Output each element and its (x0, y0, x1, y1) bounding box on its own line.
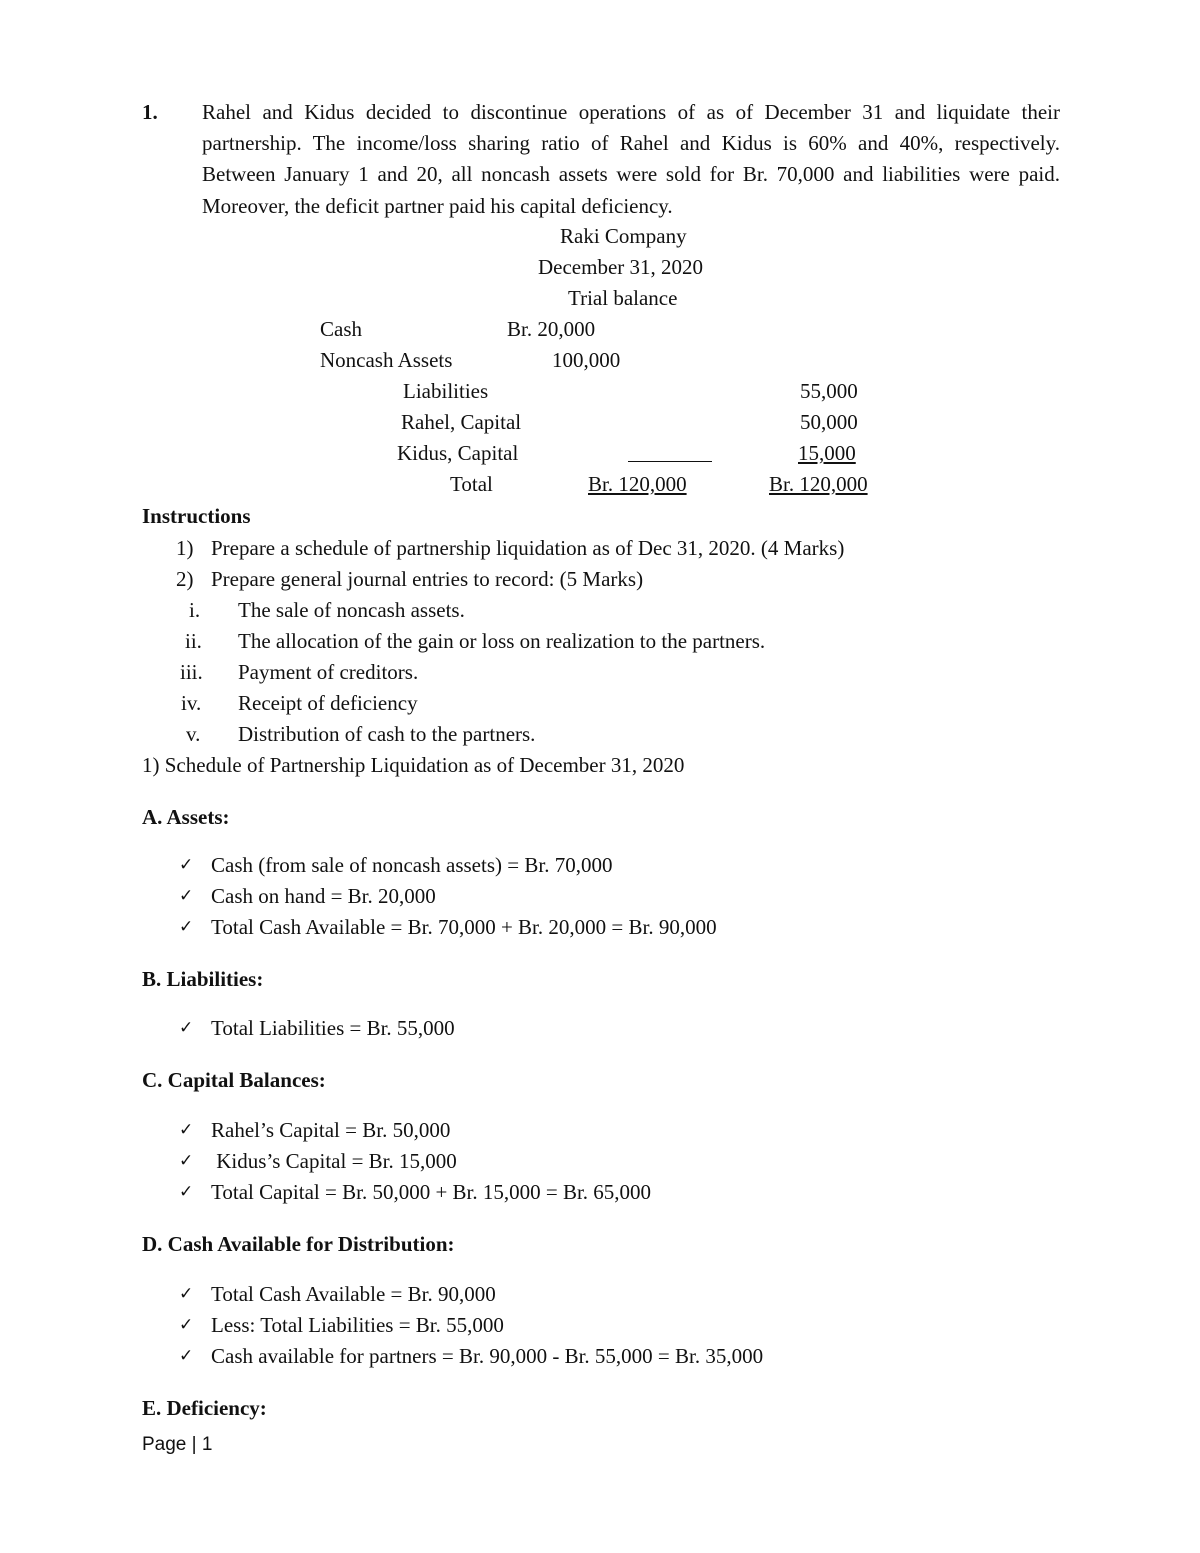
checkmark-icon: ✓ (179, 1284, 194, 1304)
instruction-number: 2) (176, 567, 194, 591)
list-item: Cash available for partners = Br. 90,000 - Br. 55,000 = Br. 35,000 (211, 1344, 764, 1368)
instruction-text: Prepare general journal entries to record: (5 Marks) (211, 567, 644, 591)
list-item: Total Cash Available = Br. 90,000 (211, 1282, 496, 1306)
tb-credit: 50,000 (800, 410, 858, 434)
subitem-number: v. (186, 722, 201, 746)
subitem-number: iv. (181, 691, 202, 715)
subitem-text: The allocation of the gain or loss on realization to the partners. (238, 629, 766, 653)
list-item: Kidus’s Capital = Br. 15,000 (211, 1149, 457, 1173)
tb-credit: 55,000 (800, 379, 858, 403)
section-heading-deficiency: E. Deficiency: (142, 1396, 267, 1420)
checkmark-icon: ✓ (179, 1346, 194, 1366)
schedule-title: 1) Schedule of Partnership Liquidation as of December 31, 2020 (142, 753, 685, 777)
section-heading-distribution: D. Cash Available for Distribution: (142, 1232, 455, 1256)
checkmark-icon: ✓ (179, 1182, 194, 1202)
tb-account: Noncash Assets (320, 348, 453, 372)
tb-debit: Br. 20,000 (507, 317, 596, 341)
list-item: Rahel’s Capital = Br. 50,000 (211, 1118, 451, 1142)
list-item: Total Cash Available = Br. 70,000 + Br. 20,000 = Br. 90,000 (211, 915, 717, 939)
checkmark-icon: ✓ (179, 1120, 194, 1140)
tb-credit: 15,000 (798, 441, 856, 465)
tb-account: Total (450, 472, 493, 496)
list-item: Total Capital = Br. 50,000 + Br. 15,000 = Br. 65,000 (211, 1180, 652, 1204)
company-name: Raki Company (560, 224, 687, 248)
checkmark-icon: ✓ (179, 1151, 194, 1171)
subitem-text: The sale of noncash assets. (238, 598, 465, 622)
list-item: Less: Total Liabilities = Br. 55,000 (211, 1313, 504, 1337)
checkmark-icon: ✓ (179, 1315, 194, 1335)
tb-account: Kidus, Capital (397, 441, 519, 465)
subitem-text: Distribution of cash to the partners. (238, 722, 536, 746)
tb-debit-total: Br. 120,000 (588, 472, 687, 496)
checkmark-icon: ✓ (179, 1018, 194, 1038)
tb-debit-rule (628, 461, 712, 462)
subitem-number: ii. (185, 629, 202, 653)
list-item: Cash (from sale of noncash assets) = Br. 70,000 (211, 853, 613, 877)
subitem-text: Receipt of deficiency (238, 691, 418, 715)
trial-balance-date: December 31, 2020 (538, 255, 704, 279)
section-heading-assets: A. Assets: (142, 805, 230, 829)
instructions-heading: Instructions (142, 504, 251, 528)
subitem-text: Payment of creditors. (238, 660, 419, 684)
tb-credit-total: Br. 120,000 (769, 472, 868, 496)
tb-debit: 100,000 (552, 348, 621, 372)
list-item: Total Liabilities = Br. 55,000 (211, 1016, 455, 1040)
checkmark-icon: ✓ (179, 917, 194, 937)
checkmark-icon: ✓ (179, 855, 194, 875)
tb-account: Cash (320, 317, 362, 341)
section-heading-capital: C. Capital Balances: (142, 1068, 326, 1092)
trial-balance-title: Trial balance (568, 286, 678, 310)
subitem-number: i. (189, 598, 201, 622)
section-heading-liabilities: B. Liabilities: (142, 967, 264, 991)
tb-account: Rahel, Capital (401, 410, 522, 434)
page-number: Page | 1 (142, 1434, 213, 1455)
subitem-number: iii. (180, 660, 203, 684)
list-item: Cash on hand = Br. 20,000 (211, 884, 436, 908)
question-text: Rahel and Kidus decided to discontinue operations of as of December 31 and liquidate their partnership. The income/loss sharing ratio of Rahel and Kidus is 60% and 40%, respectively. Between January 1 and 20, all noncash assets were sold for Br. 70,000 and liabilities were paid. Moreover, the deficit partner paid his capital deficiency. (202, 100, 1060, 218)
checkmark-icon: ✓ (179, 886, 194, 906)
instruction-text: Prepare a schedule of partnership liquidation as of Dec 31, 2020. (4 Marks) (211, 536, 845, 560)
tb-account: Liabilities (403, 379, 489, 403)
instruction-number: 1) (176, 536, 194, 560)
question-number: 1. (142, 100, 158, 124)
